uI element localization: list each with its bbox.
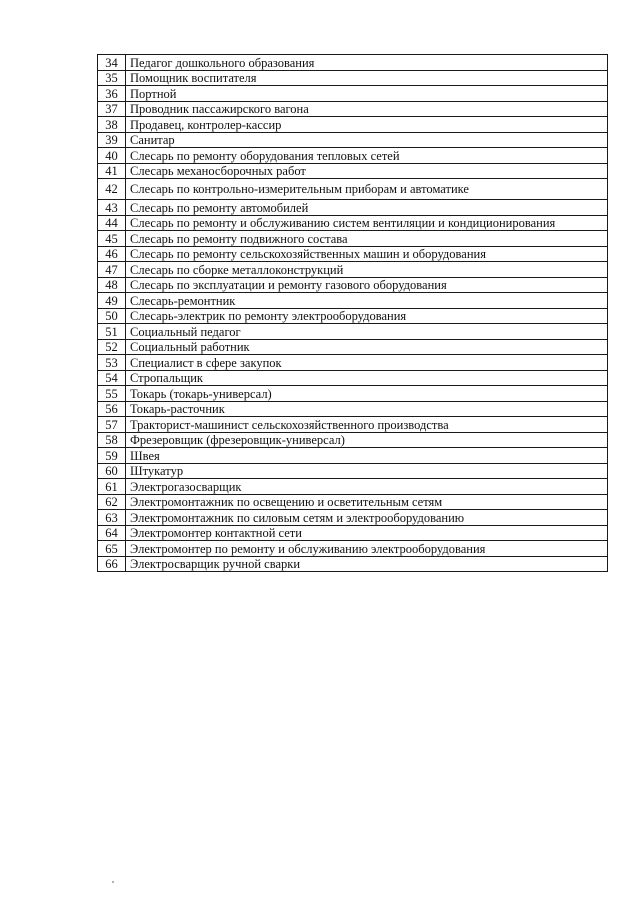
row-number: 60: [98, 463, 126, 479]
row-number: 37: [98, 101, 126, 117]
table-row: [98, 417, 608, 433]
table-row: [98, 246, 608, 262]
table-row: [98, 494, 608, 510]
profession-name: Стропальщик: [126, 370, 608, 386]
row-number: 65: [98, 541, 126, 557]
table-row: [98, 132, 608, 148]
profession-name: Проводник пассажирского вагона: [126, 101, 608, 117]
row-number: 44: [98, 215, 126, 231]
profession-name: Электросварщик ручной сварки: [126, 556, 608, 572]
table-row: [98, 231, 608, 247]
row-number: 45: [98, 231, 126, 247]
row-number: 51: [98, 324, 126, 340]
row-number: 53: [98, 355, 126, 371]
profession-name: Слесарь по ремонту подвижного состава: [126, 231, 608, 247]
profession-name: Социальный работник: [126, 339, 608, 355]
table-row: [98, 386, 608, 402]
row-number: 36: [98, 86, 126, 102]
profession-name: Слесарь по ремонту и обслуживанию систем вентиляции и кондиционирования: [126, 215, 608, 231]
row-number: 39: [98, 132, 126, 148]
profession-name: Штукатур: [126, 463, 608, 479]
table-row: [98, 479, 608, 495]
table-row: [98, 86, 608, 102]
profession-name: Санитар: [126, 132, 608, 148]
profession-name: Слесарь по контрольно-измерительным приборам и автоматике: [126, 179, 608, 200]
table-row: [98, 179, 608, 200]
table-row: [98, 463, 608, 479]
row-number: 43: [98, 200, 126, 216]
profession-name: Электромонтажник по освещению и осветительным сетям: [126, 494, 608, 510]
profession-name: Швея: [126, 448, 608, 464]
table-row: [98, 432, 608, 448]
row-number: 57: [98, 417, 126, 433]
table-row: [98, 401, 608, 417]
table-row: [98, 70, 608, 86]
table-row: [98, 262, 608, 278]
row-number: 38: [98, 117, 126, 133]
profession-name: Фрезеровщик (фрезеровщик-универсал): [126, 432, 608, 448]
profession-name: Электромонтер по ремонту и обслуживанию электрооборудования: [126, 541, 608, 557]
row-number: 62: [98, 494, 126, 510]
professions-table: [97, 54, 608, 572]
profession-name: Продавец, контролер-кассир: [126, 117, 608, 133]
profession-name: Портной: [126, 86, 608, 102]
profession-name: Слесарь по ремонту оборудования тепловых сетей: [126, 148, 608, 164]
profession-name: Тракторист-машинист сельскохозяйственного производства: [126, 417, 608, 433]
scan-speck: [112, 881, 114, 883]
table-row: [98, 200, 608, 216]
profession-name: Специалист в сфере закупок: [126, 355, 608, 371]
profession-name: Электромонтер контактной сети: [126, 525, 608, 541]
row-number: 54: [98, 370, 126, 386]
table-row: [98, 541, 608, 557]
row-number: 56: [98, 401, 126, 417]
table-row: [98, 370, 608, 386]
profession-name: Электрогазосварщик: [126, 479, 608, 495]
row-number: 55: [98, 386, 126, 402]
row-number: 49: [98, 293, 126, 309]
table-row: [98, 117, 608, 133]
table-row: [98, 148, 608, 164]
table-row: [98, 339, 608, 355]
table-row: [98, 55, 608, 71]
profession-name: Токарь-расточник: [126, 401, 608, 417]
table-row: [98, 324, 608, 340]
profession-name: Педагог дошкольного образования: [126, 55, 608, 71]
row-number: 40: [98, 148, 126, 164]
row-number: 47: [98, 262, 126, 278]
profession-name: Слесарь по ремонту автомобилей: [126, 200, 608, 216]
row-number: 59: [98, 448, 126, 464]
row-number: 41: [98, 163, 126, 179]
profession-name: Слесарь-ремонтник: [126, 293, 608, 309]
profession-name: Электромонтажник по силовым сетям и электрооборудованию: [126, 510, 608, 526]
table-row: [98, 525, 608, 541]
profession-name: Слесарь по эксплуатации и ремонту газового оборудования: [126, 277, 608, 293]
table-row: [98, 293, 608, 309]
row-number: 42: [98, 179, 126, 200]
profession-name: Помощник воспитателя: [126, 70, 608, 86]
table-row: [98, 163, 608, 179]
profession-name: Слесарь-электрик по ремонту электрооборудования: [126, 308, 608, 324]
row-number: 66: [98, 556, 126, 572]
row-number: 63: [98, 510, 126, 526]
row-number: 58: [98, 432, 126, 448]
row-number: 48: [98, 277, 126, 293]
profession-name: Токарь (токарь-универсал): [126, 386, 608, 402]
profession-name: Слесарь по ремонту сельскохозяйственных машин и оборудования: [126, 246, 608, 262]
table-row: [98, 448, 608, 464]
table-row: [98, 215, 608, 231]
table-row: [98, 308, 608, 324]
profession-name: Социальный педагог: [126, 324, 608, 340]
row-number: 50: [98, 308, 126, 324]
profession-name: Слесарь механосборочных работ: [126, 163, 608, 179]
row-number: 35: [98, 70, 126, 86]
row-number: 64: [98, 525, 126, 541]
row-number: 34: [98, 55, 126, 71]
row-number: 46: [98, 246, 126, 262]
table-row: [98, 277, 608, 293]
table-row: [98, 510, 608, 526]
profession-name: Слесарь по сборке металлоконструкций: [126, 262, 608, 278]
row-number: 52: [98, 339, 126, 355]
professions-table-body: [98, 55, 608, 572]
table-row: [98, 355, 608, 371]
table-row: [98, 556, 608, 572]
table-row: [98, 101, 608, 117]
row-number: 61: [98, 479, 126, 495]
